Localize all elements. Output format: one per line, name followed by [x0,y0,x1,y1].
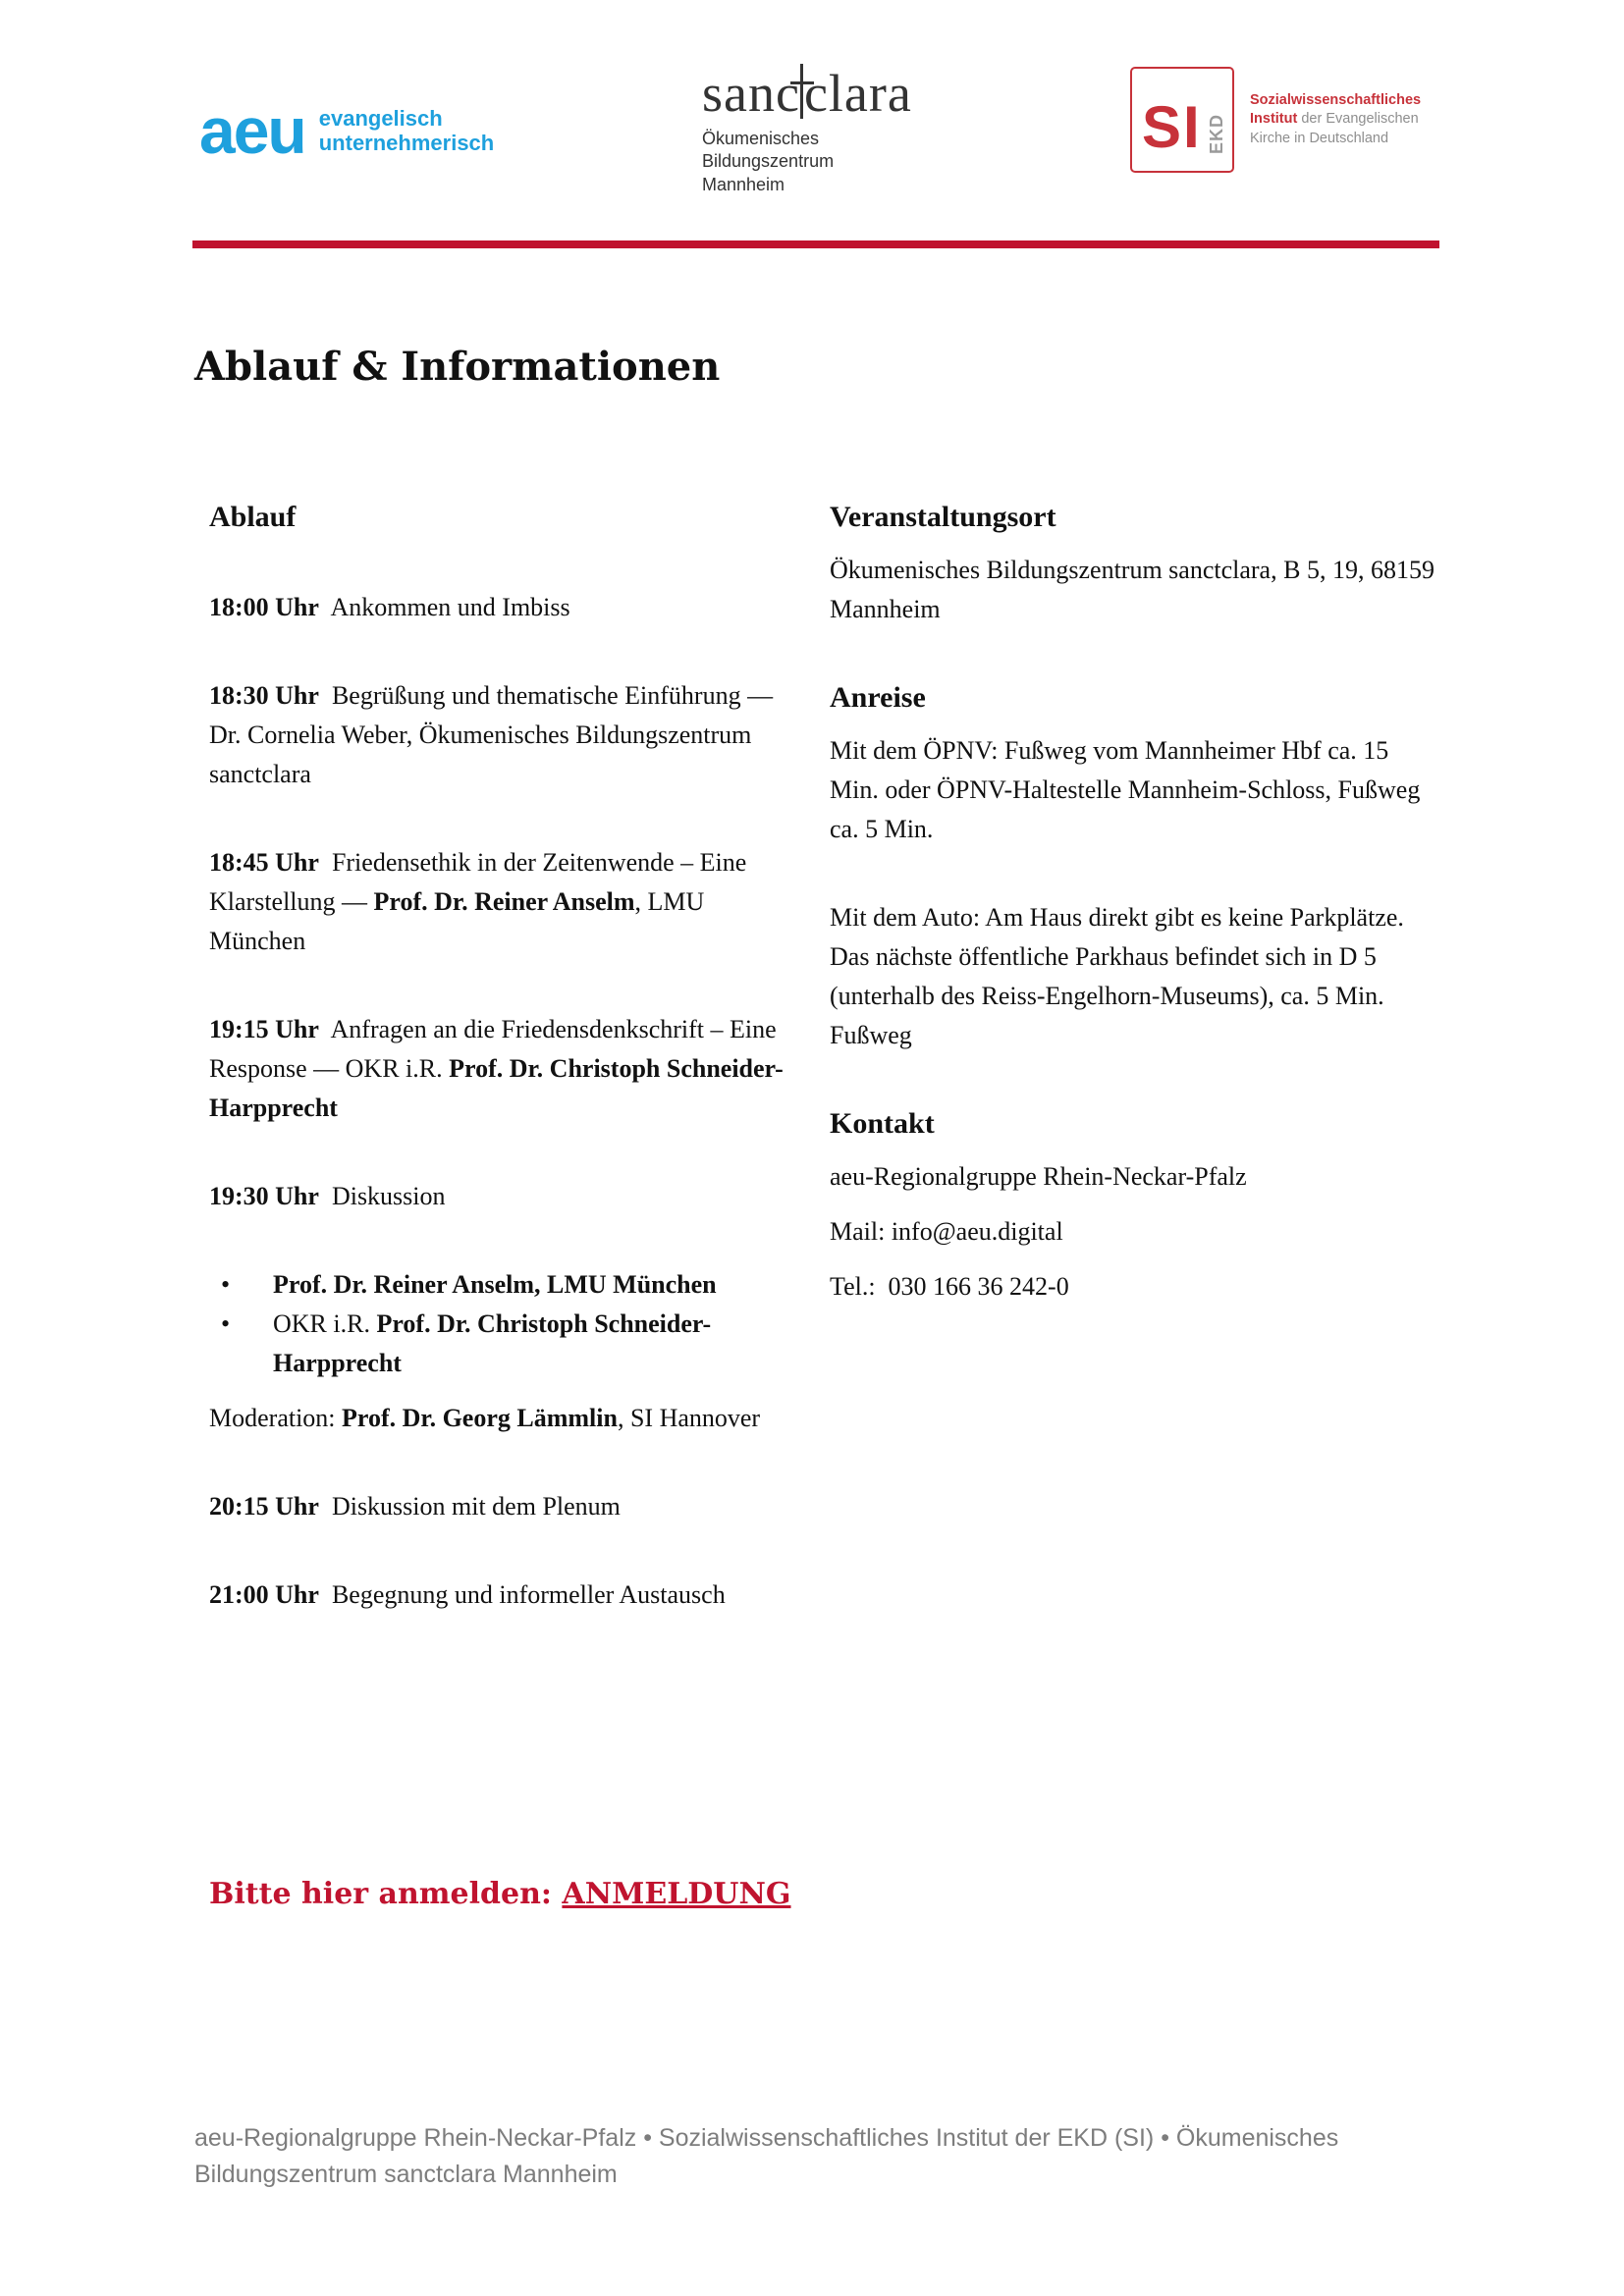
veranstaltungsort-heading: Veranstaltungsort [830,501,1056,533]
schedule-item [209,1487,798,1526]
schedule-text: Diskussion mit dem Plenum [331,1492,621,1521]
schedule-text: Ankommen und Imbiss [330,593,570,621]
aeu-logo-mark: aeu [199,94,305,167]
sanctclara-word-left: sanc [702,64,800,123]
schedule-time: 21:00 Uhr [209,1580,319,1609]
moderation-label: Moderation: [209,1404,343,1432]
anmeldung-link[interactable]: ANMELDUNG [562,1877,791,1911]
moderation [209,1399,798,1438]
kontakt-heading: Kontakt [830,1107,935,1140]
schedule-time: 19:15 Uhr [209,1015,319,1043]
schedule-text: Diskussion [331,1182,446,1210]
speaker-name: Prof. Dr. Reiner Anselm [373,887,635,916]
sanctclara-line1: Ökumenisches [702,129,820,148]
kontakt-mail[interactable]: Mail: info@aeu.digital [830,1217,1063,1246]
speaker-name: Prof. Dr. Christoph Schneider-Harpprecht [209,1054,784,1122]
kontakt-org: aeu-Regionalgruppe Rhein-Neckar-Pfalz [830,1162,1247,1191]
schedule-item [209,843,798,961]
panel-item [209,1305,798,1383]
schedule-text: Begrüßung und thematische Einführung — Dr. Cornelia Weber, Ökumenisches Bildungszentrum sanctclara [209,681,774,788]
schedule-text: Anfragen an die Friedensdenkschrift – Eine Response — OKR i.R. [209,1015,777,1083]
panel-name: Prof. Dr. Christoph Schneider-Harpprecht [273,1309,712,1377]
panel-name: Prof. Dr. Reiner Anselm, LMU München [273,1270,717,1299]
header-divider [192,240,1439,248]
schedule-time: 18:30 Uhr [209,681,319,710]
info-section [830,496,1438,1307]
footer: aeu-Regionalgruppe Rhein-Neckar-Pfalz • Sozialwissenschaftliches Institut der EKD (SI) • Ökumenisches Bildungszentrum sanctclara Mannheim [194,2124,1339,2188]
schedule-text: Begegnung und informeller Austausch [331,1580,726,1609]
sanctclara-wordmark [702,64,912,123]
si-line2-bold: Institut [1250,111,1298,128]
schedule-item [209,1177,798,1216]
aeu-logo-text [319,106,495,156]
venue-address: Ökumenisches Bildungszentrum sanctclara, B 5, 19, 68159 Mannheim [830,556,1435,623]
aeu-logo-line1: evangelisch [318,105,443,131]
kontakt-phone: Tel.: 030 166 36 242-0 [830,1272,1069,1301]
signup-line [209,1877,791,1911]
anreise-oepnv: Mit dem ÖPNV: Fußweg vom Mannheimer Hbf ca. 15 Min. oder ÖPNV-Haltestelle Mannheim-Schloss, Fußweg ca. 5 Min. [830,736,1421,843]
schedule-item [209,588,798,627]
sanctclara-word-right: clara [803,64,912,123]
aeu-logo-line2: unternehmerisch [318,131,495,155]
sanctclara-subtitle [702,128,912,196]
sanctclara-logo [702,64,912,196]
anreise-heading: Anreise [830,681,926,714]
ablauf-section [209,496,798,1615]
si-logo-box [1130,67,1234,173]
ablauf-heading: Ablauf [209,501,297,533]
schedule-text: Friedensethik in der Zeitenwende – Eine Klarstellung — [209,848,747,916]
anreise-auto: Mit dem Auto: Am Haus direkt gibt es keine Parkplätze. Das nächste öffentliche Parkhaus befindet sich in D 5 (unterhalb des Reiss-Engelhorn-Museums), ca. 5 Min. Fußweg [830,903,1404,1049]
si-logo-text [1250,91,1421,149]
si-line2-rest: der Evangelischen [1297,111,1419,128]
si-line3: Kirche in Deutschland [1250,130,1389,146]
speaker-affiliation: , LMU München [209,887,705,955]
panel-item [209,1265,798,1305]
schedule-time: 18:45 Uhr [209,848,319,877]
moderator-name: Prof. Dr. Georg Lämmlin [342,1404,618,1432]
si-line1: Sozialwissenschaftliches [1250,91,1422,108]
ekd-text: EKD [1206,113,1226,154]
sanctclara-line2: Bildungszentrum [702,151,835,172]
schedule-item [209,1010,798,1128]
sanctclara-line3: Mannheim [702,174,785,194]
panel-list [209,1265,798,1383]
panel-prefix: OKR i.R. [273,1309,377,1338]
signup-label: Bitte hier anmelden: [209,1877,563,1911]
schedule-item [209,676,798,794]
si-ekd-logo [1130,67,1421,173]
si-line2 [1250,110,1421,130]
schedule-time: 18:00 Uhr [209,593,319,621]
aeu-logo [199,94,495,167]
page-title: Ablauf & Informationen [194,344,721,390]
schedule-time: 19:30 Uhr [209,1182,319,1210]
ekd-vertical-label [1205,106,1228,161]
schedule-item [209,1575,798,1615]
moderator-affiliation: , SI Hannover [617,1404,761,1432]
schedule-time: 20:15 Uhr [209,1492,319,1521]
si-letters: SI [1142,94,1202,160]
